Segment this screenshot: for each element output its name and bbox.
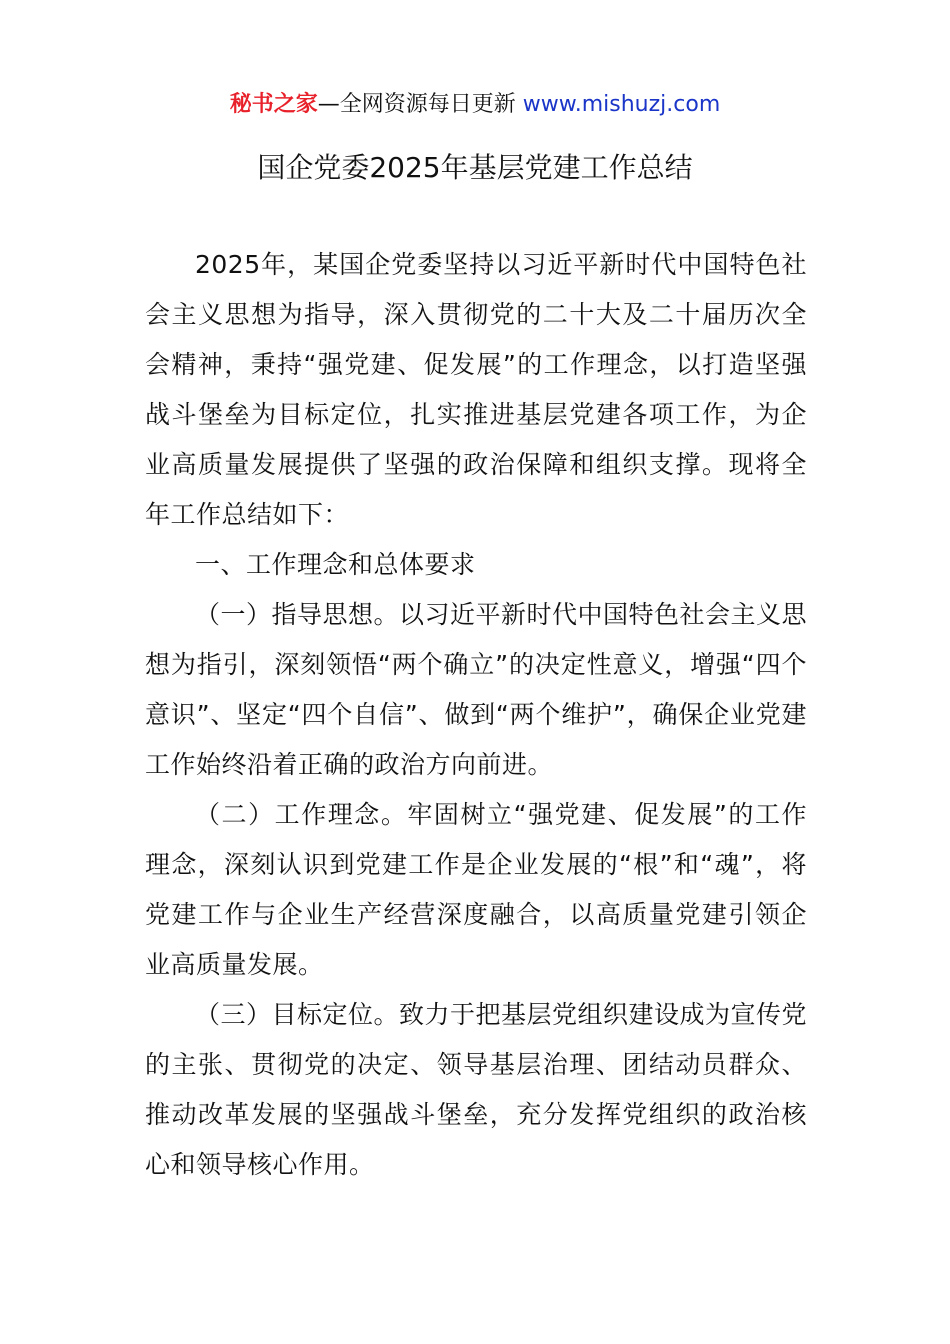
document-body (145, 240, 807, 1190)
header-tagline: —全网资源每日更新 (317, 92, 516, 117)
work-concept-paragraph: （二）工作理念。牢固树立“强党建、促发展”的工作理念，深刻认识到党建工作是企业发展的“根”和“魂”，将党建工作与企业生产经营深度融合，以高质量党建引领企业高质量发展。 (145, 800, 807, 979)
section-heading: 一、工作理念和总体要求 (195, 550, 476, 579)
site-header (0, 88, 950, 122)
target-positioning-paragraph: （三）目标定位。致力于把基层党组织建设成为宣传党的主张、贯彻党的决定、领导基层治理、团结动员群众、推动改革发展的坚强战斗堡垒，充分发挥党组织的政治核心和领导核心作用。 (145, 1000, 808, 1179)
site-url-link[interactable]: www.mishuzj.com (522, 92, 721, 117)
intro-paragraph: 2025年，某国企党委坚持以习近平新时代中国特色社会主义思想为指导，深入贯彻党的二十大及二十届历次全会精神，秉持“强党建、促发展”的工作理念，以打造坚强战斗堡垒为目标定位，扎实推进基层党建各项工作，为企业高质量发展提供了坚强的政治保障和组织支撑。现将全年工作总结如下： (145, 250, 807, 529)
document-title: 国企党委2025年基层党建工作总结 (257, 151, 693, 184)
brand-name: 秘书之家 (229, 92, 318, 117)
guiding-thought-paragraph: （一）指导思想。以习近平新时代中国特色社会主义思想为指引，深刻领悟“两个确立”的决定性意义，增强“四个意识”、坚定“四个自信”、做到“两个维护”，确保企业党建工作始终沿着正确的政治方向前进。 (145, 600, 808, 779)
